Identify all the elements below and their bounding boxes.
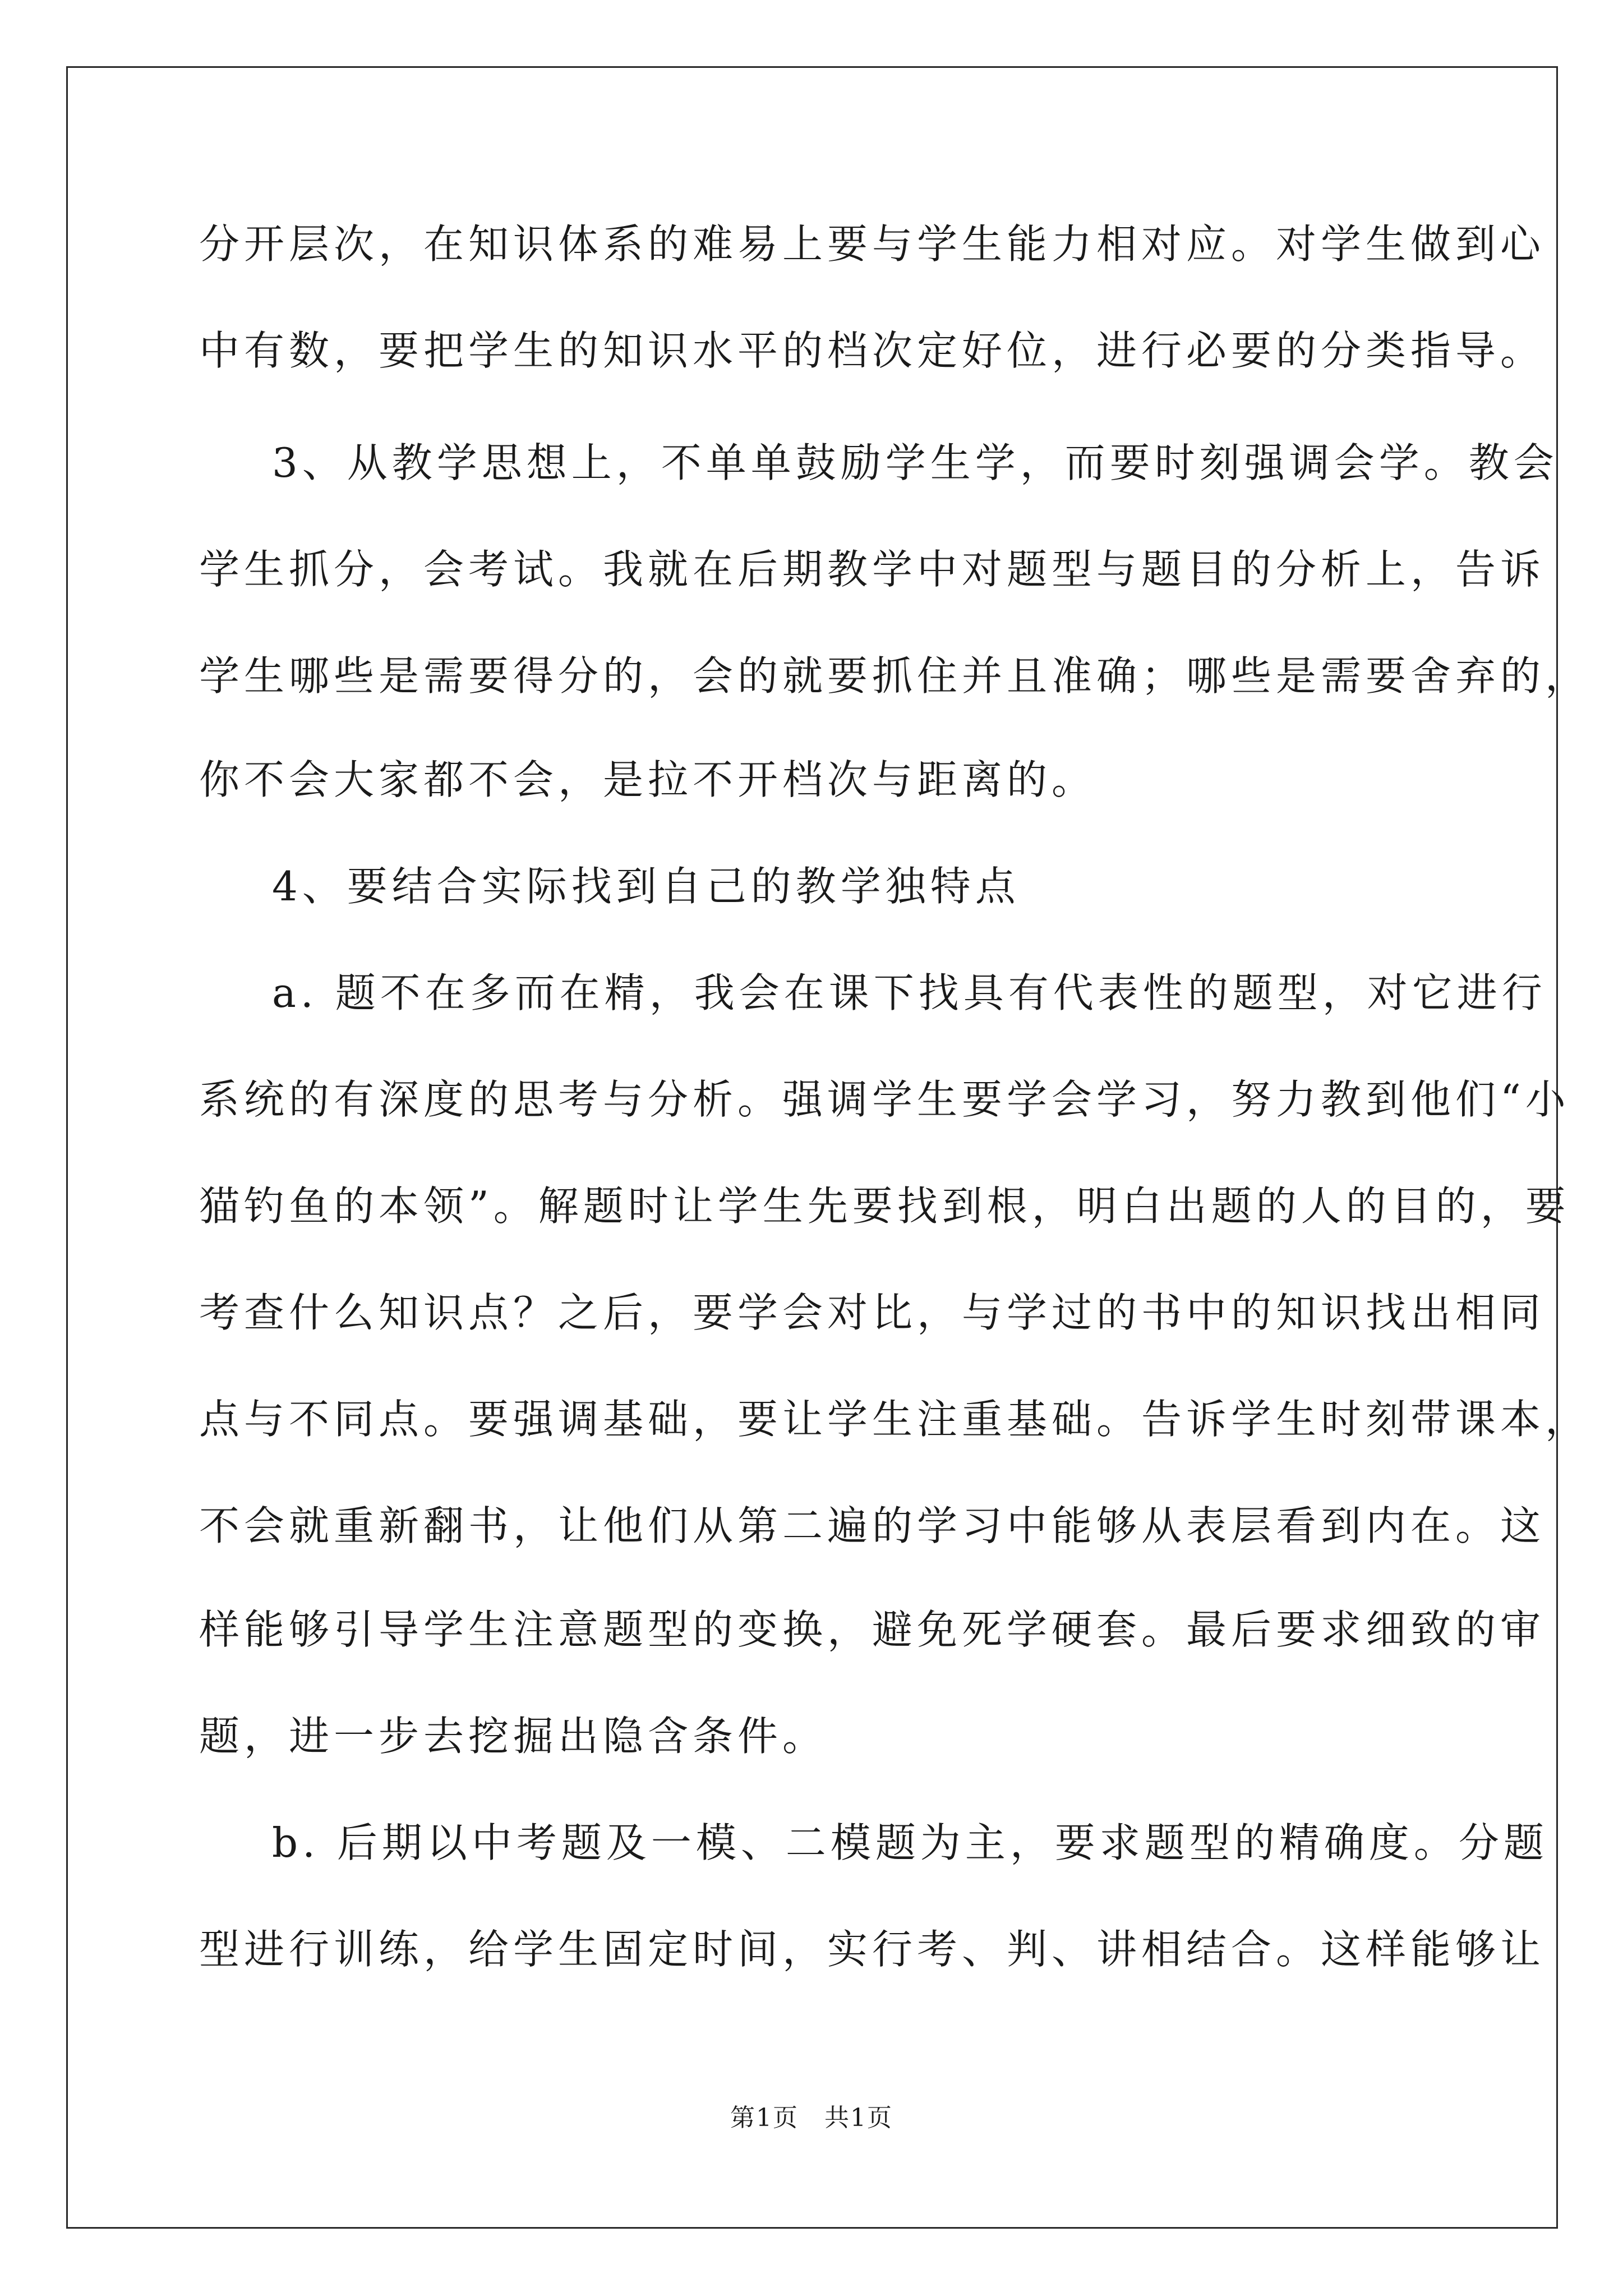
paragraph-line: 4、要结合实际找到自己的教学独特点 — [272, 863, 1020, 910]
paragraph-line: 你不会大家都不会，是拉不开档次与距离的。 — [199, 756, 1097, 803]
paragraph-line: a. 题不在多而在精，我会在课下找具有代表性的题型，对它进行 — [272, 969, 1547, 1016]
page-footer: 第1页 共1页 — [730, 2104, 893, 2132]
paragraph-line: 猫钓鱼的本领”。解题时让学生先要找到根，明白出题的人的目的，要 — [199, 1182, 1570, 1230]
page-border — [66, 66, 1558, 2229]
paragraph-line: 点与不同点。要强调基础，要让学生注重基础。告诉学生时刻带课本， — [199, 1396, 1590, 1443]
paragraph-line: 不会就重新翻书，让他们从第二遍的学习中能够从表层看到内在。这 — [199, 1502, 1546, 1549]
paragraph-line: 考查什么知识点？之后，要学会对比，与学过的书中的知识找出相同 — [199, 1289, 1546, 1336]
paragraph-line: 中有数，要把学生的知识水平的档次定好位，进行必要的分类指导。 — [199, 327, 1546, 374]
paragraph-line: 学生抓分，会考试。我就在后期教学中对题型与题目的分析上，告诉 — [199, 546, 1546, 593]
paragraph-line: b. 后期以中考题及一模、二模题为主，要求题型的精确度。分题 — [272, 1819, 1548, 1866]
paragraph-line: 3、从教学思想上，不单单鼓励学生学，而要时刻强调会学。教会 — [272, 439, 1559, 486]
paragraph-line: 系统的有深度的思考与分析。强调学生要学会学习，努力教到他们“小 — [199, 1076, 1570, 1123]
paragraph-line: 分开层次，在知识体系的难易上要与学生能力相对应。对学生做到心 — [199, 220, 1546, 268]
paragraph-line: 学生哪些是需要得分的，会的就要抓住并且准确；哪些是需要舍弃的， — [199, 652, 1590, 700]
paragraph-line: 样能够引导学生注意题型的变换，避免死学硬套。最后要求细致的审 — [199, 1606, 1546, 1653]
paragraph-line: 型进行训练，给学生固定时间，实行考、判、讲相结合。这样能够让 — [199, 1926, 1546, 1973]
paragraph-line: 题，进一步去挖掘出隐含条件。 — [199, 1713, 828, 1760]
